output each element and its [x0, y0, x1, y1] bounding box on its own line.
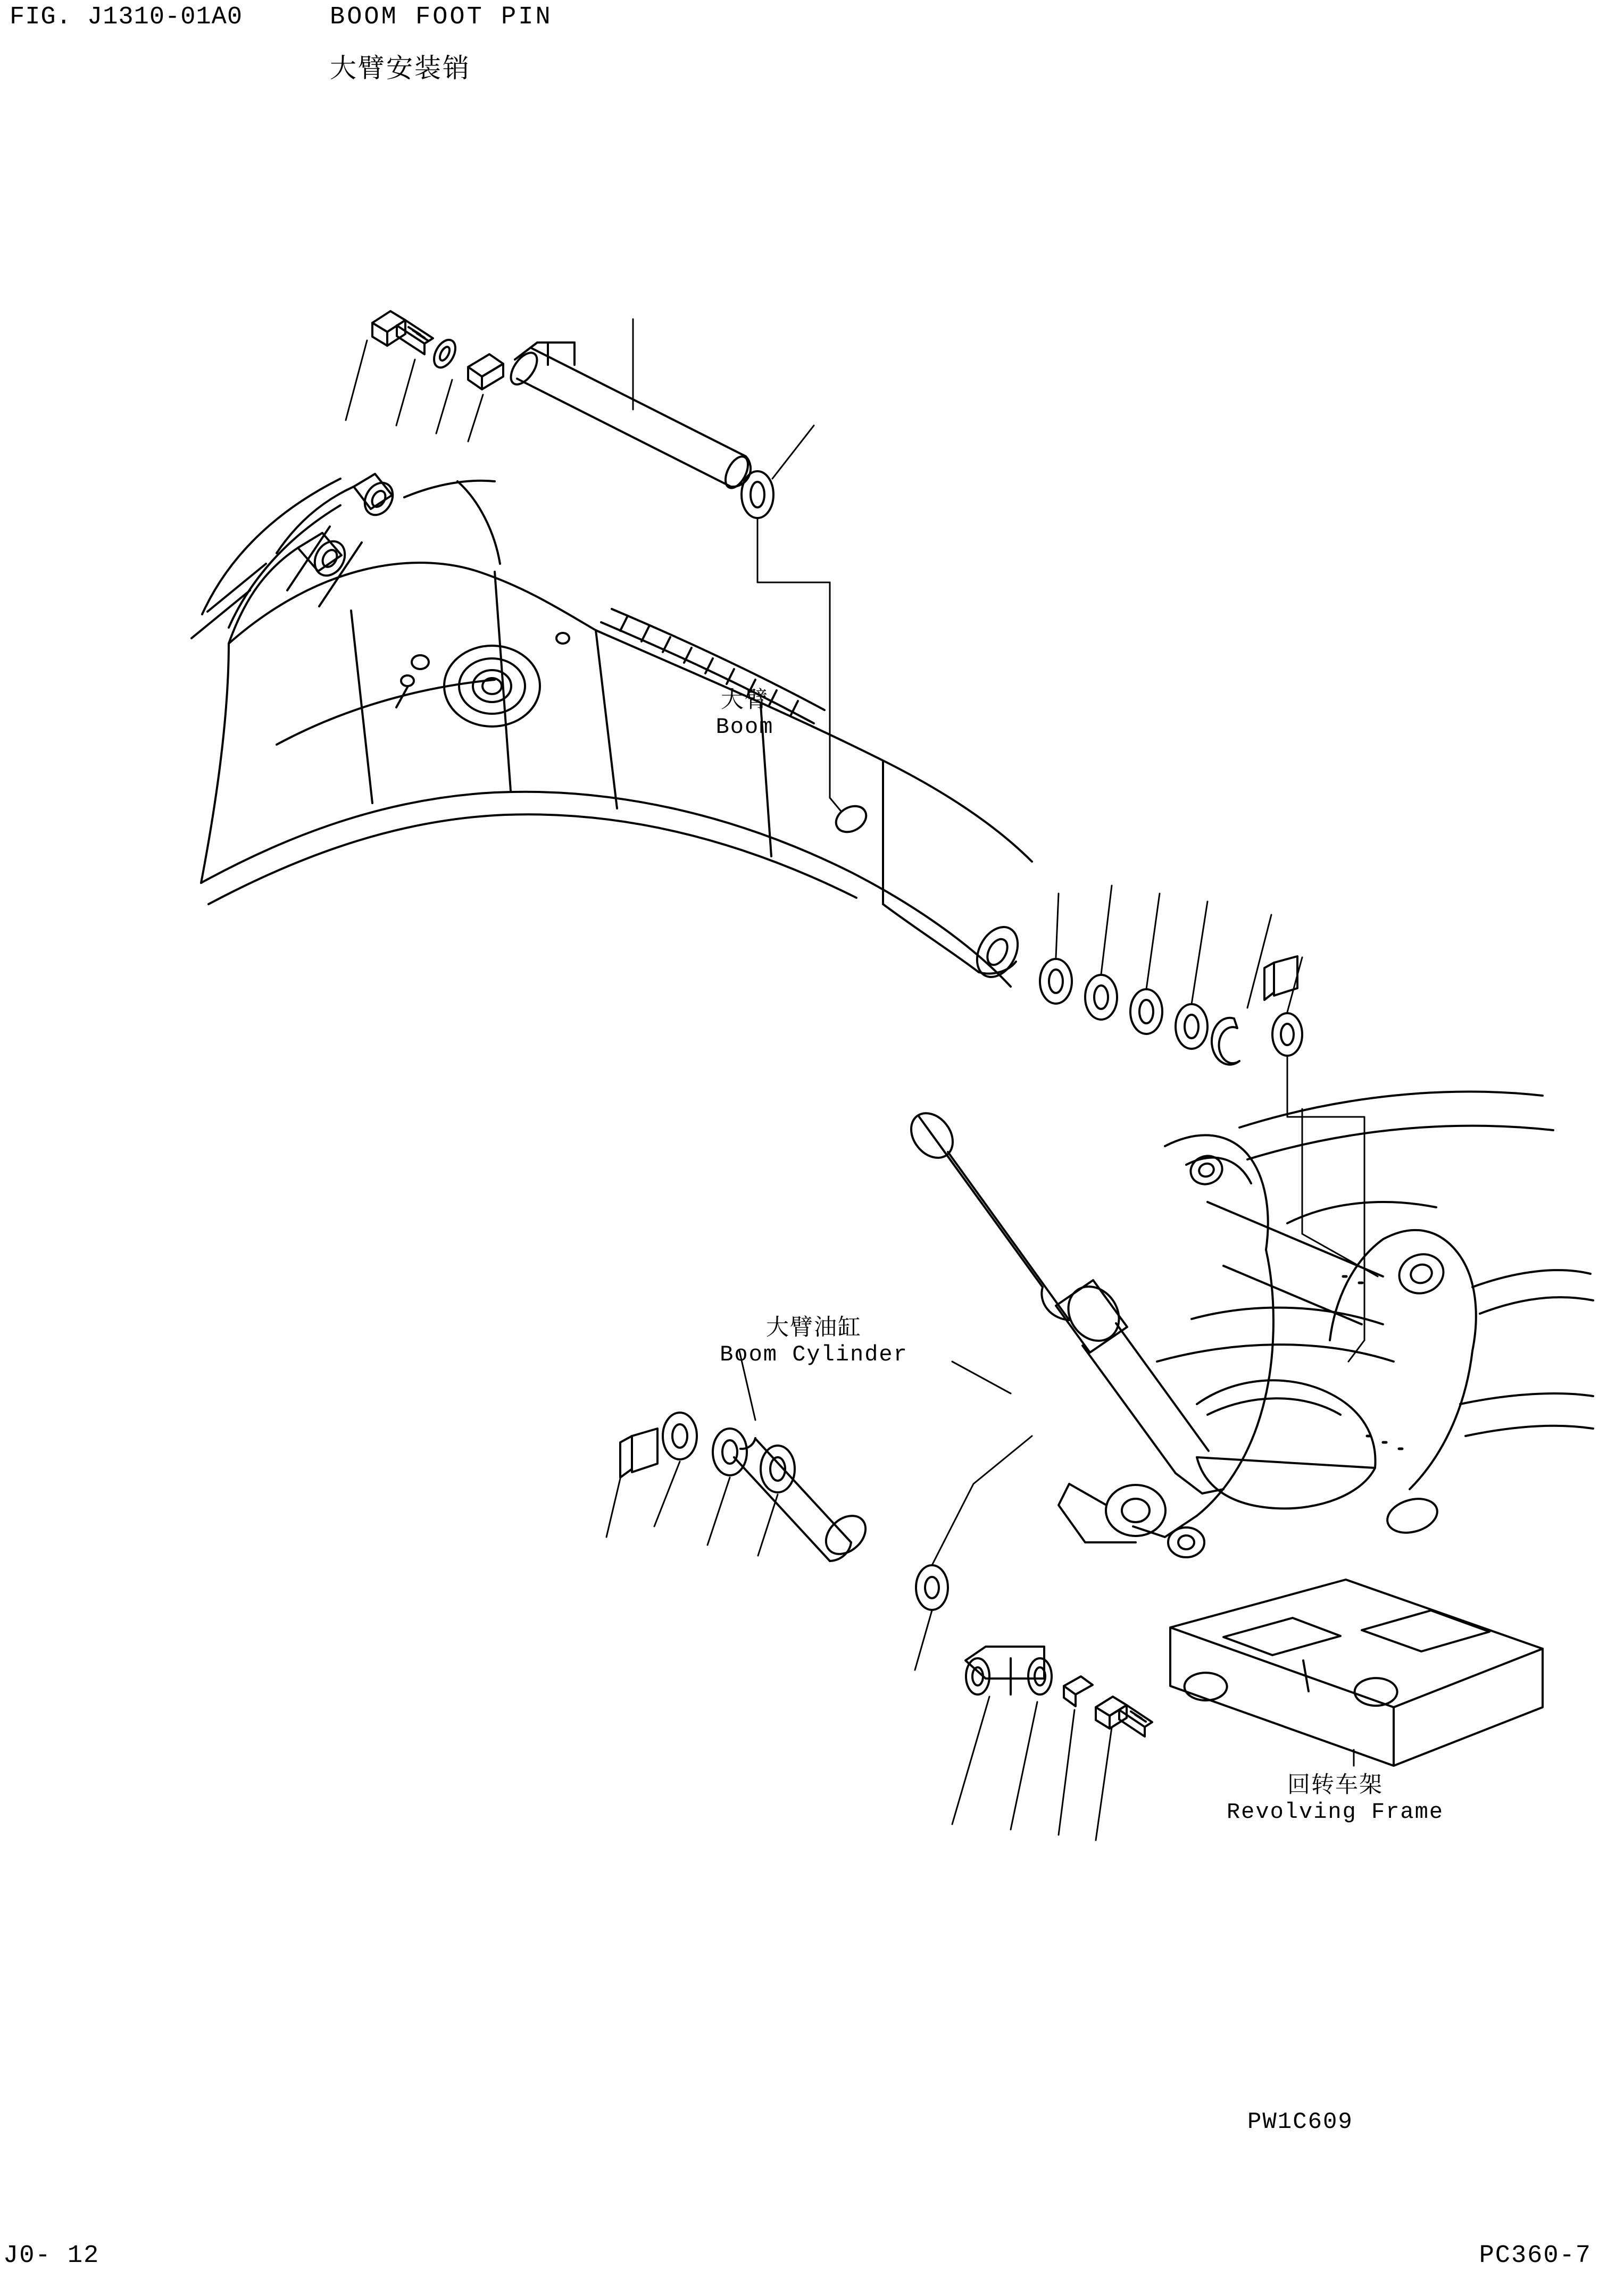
- lower-pin-assembly: [965, 1647, 1152, 1736]
- washer-stack: [1040, 956, 1302, 1065]
- callout-boom-chinese: 大臂: [721, 687, 769, 713]
- washer-upper: [742, 471, 773, 518]
- machine-model: PC360-7: [1479, 2242, 1592, 2270]
- callout-boom-cylinder: [681, 1314, 947, 1369]
- callout-revolving-frame: [1186, 1771, 1484, 1826]
- figure-number: FIG. J1310-01A0: [10, 3, 243, 31]
- page-code: J0- 12: [3, 2242, 100, 2270]
- bolt-top: [372, 311, 433, 354]
- callout-revolving-frame-chinese: 回转车架: [1287, 1772, 1383, 1798]
- callout-boom: [654, 686, 835, 741]
- callout-revolving-frame-english: Revolving Frame: [1226, 1799, 1444, 1825]
- boom-cylinder-exploded: [903, 1105, 1223, 1493]
- boom-body: [191, 474, 1032, 987]
- drawing-code: PW1C609: [1247, 2109, 1353, 2135]
- page-title-chinese: 大臂安装销: [330, 53, 471, 84]
- boom-foot-pin: [506, 343, 753, 491]
- boom-cylinder-lower: [734, 1438, 873, 1562]
- callout-boom-cylinder-chinese: 大臂油缸: [766, 1314, 862, 1341]
- page-title-english: BOOM FOOT PIN: [330, 3, 553, 31]
- revolving-frame: [1059, 1092, 1593, 1766]
- callout-boom-english: Boom: [715, 714, 774, 740]
- callout-boom-cylinder-english: Boom Cylinder: [720, 1342, 908, 1368]
